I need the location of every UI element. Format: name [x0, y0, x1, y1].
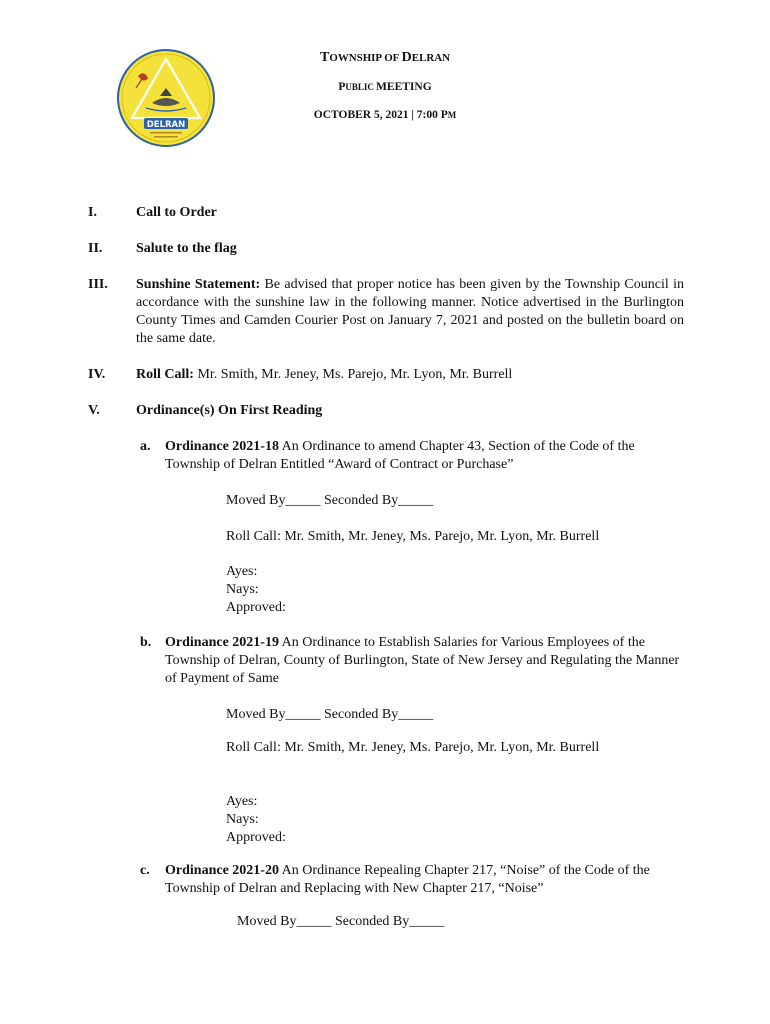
ordinance-title: Ordinance 2021-20: [165, 863, 279, 878]
ordinance-text: An Ordinance Repealing Chapter 217, “Noise” of the Code of the Township of Delran and Replacing with New Chapter 217, “Noise”: [165, 863, 650, 896]
section-text: Mr. Smith, Mr. Jeney, Ms. Parejo, Mr. Lyon, Mr. Burrell: [193, 367, 513, 382]
ordinance-title: Ordinance 2021-18: [165, 439, 279, 454]
ayes-label: Ayes:: [226, 564, 258, 579]
moved-seconded-line: Moved By_____ Seconded By_____: [226, 493, 434, 508]
ordinance-letter: b.: [140, 635, 152, 650]
section-number: IV.: [88, 367, 106, 382]
header-title-part: OWNSHIP OF: [329, 52, 402, 64]
seal-name-text: DELRAN: [146, 120, 186, 130]
ordinance-letter: a.: [140, 439, 151, 454]
header-title-part: T: [320, 50, 330, 65]
moved-seconded-line: Moved By_____ Seconded By_____: [226, 707, 434, 722]
sunshine-statement-paragraph: [136, 276, 684, 348]
nays-label: Nays:: [226, 582, 259, 597]
header-meeting-part: P: [338, 81, 346, 93]
section-title: Call to Order: [136, 205, 217, 220]
header-meeting-date: [200, 109, 570, 121]
ordinance-description: [165, 634, 690, 688]
ordinance-text: An Ordinance to amend Chapter 43, Section of the Code of the Township of Delran Entitled “Award of Contract or Purchase”: [165, 439, 635, 472]
approved-label: Approved:: [226, 830, 286, 845]
moved-seconded-line: Moved By_____ Seconded By_____: [237, 914, 445, 929]
header-title-part: ELRAN: [411, 52, 450, 64]
header-title-part: D: [401, 50, 412, 65]
section-number: I.: [88, 205, 97, 220]
ordinance-text: An Ordinance to Establish Salaries for Various Employees of the Township of Delran, County of Burlington, State of New Jersey and Regulating the Manner of Payment of Same: [165, 635, 680, 686]
vote-roll-call-line: Roll Call: Mr. Smith, Mr. Jeney, Ms. Parejo, Mr. Lyon, Mr. Burrell: [226, 740, 600, 755]
section-title: Sunshine Statement:: [136, 277, 261, 292]
section-number: V.: [88, 403, 100, 418]
approved-label: Approved:: [226, 600, 286, 615]
header-township-title: [200, 50, 570, 66]
section-title: Salute to the flag: [136, 241, 237, 256]
ayes-label: Ayes:: [226, 794, 258, 809]
section-text: Be advised that proper notice has been given by the Township Council in accordance with the sunshine law in the following manner. Notice advertised in the Burlington County Times and Camden Courier Post on January 7, 2021 and posted on the bulletin board on the same date.: [136, 277, 684, 346]
section-title: Roll Call:: [136, 367, 194, 382]
nays-label: Nays:: [226, 812, 259, 827]
ordinance-description: [165, 862, 690, 898]
ordinance-description: [165, 438, 690, 474]
header-date-part: OCTOBER 5, 2021 | 7:00 P: [313, 109, 448, 121]
roll-call-line: [136, 366, 684, 384]
ordinance-title: Ordinance 2021-19: [165, 635, 279, 650]
section-number: III.: [88, 277, 108, 292]
header-meeting-part: UBLIC: [345, 82, 377, 92]
header-date-part: M: [447, 110, 457, 120]
section-title: Ordinance(s) On First Reading: [136, 403, 323, 418]
header-meeting-type: [200, 81, 570, 93]
header-meeting-part: MEETING: [376, 81, 432, 93]
vote-roll-call-line: Roll Call: Mr. Smith, Mr. Jeney, Ms. Parejo, Mr. Lyon, Mr. Burrell: [226, 529, 600, 544]
section-number: II.: [88, 241, 103, 256]
ordinance-letter: c.: [140, 863, 150, 878]
